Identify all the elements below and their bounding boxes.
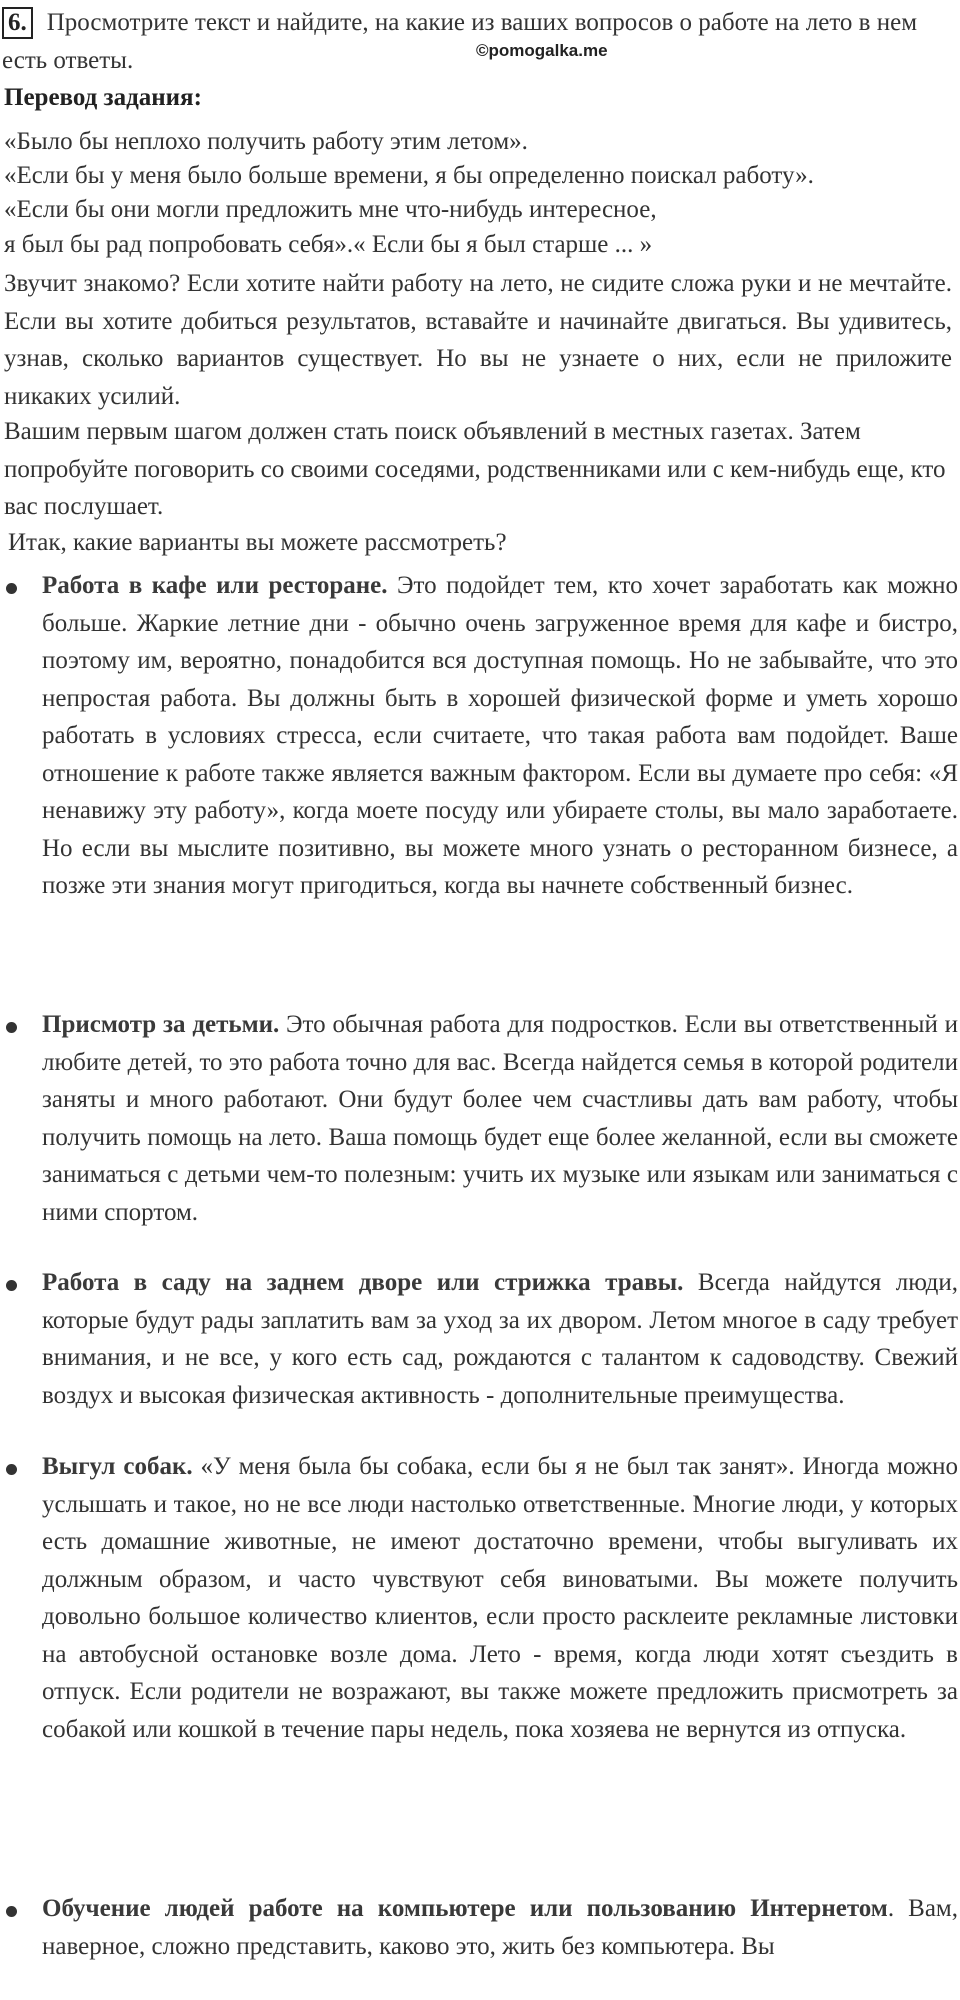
list-item-text	[42, 1448, 958, 1748]
paragraph: Вашим первым шагом должен стать поиск объявлений в местных газетах. Затем попробуйте поговорить со своими соседями, родственниками или с кем-нибудь еще, кто вас послушает.	[4, 418, 946, 520]
task-instruction-text: Просмотрите текст и найдите, на какие из ваших вопросов о работе на лето в нем есть ответы.	[2, 9, 918, 74]
list-item-body: Это подойдет тем, кто хочет заработать как можно больше. Жаркие летние дни - обычно очень загруженное время для кафе и бистро, поэтому им, вероятно, понадобится вся доступная помощь. Но не забывайте, что это непростая работа. Вы должны быть в хорошей физической форме и уметь хорошо работать в условиях стресса, если считаете, что такая работа вам подойдет. Ваше отношение к работе также является важным фактором. Если вы думаете про себя: «Я ненавижу эту работу», когда моете посуду или убираете столы, вы мало заработаете. Но если вы мыслите позитивно, вы можете много узнать о ресторанном бизнесе, а позже эти знания могут пригодиться, когда вы начнете собственный бизнес.	[42, 572, 958, 899]
bullet-icon	[6, 1022, 17, 1033]
list-item-body: Всегда найдутся люди, которые будут рады заплатить вам за уход за их двором. Летом многое в саду требует внимания, и не все, у кого есть сад, рождаются с талантом к садоводству. Свежий воздух и высокая физическая активность - дополнительные преимущества.	[42, 1269, 958, 1409]
list-item-text	[42, 567, 958, 905]
task-number-badge: 6.	[2, 7, 33, 39]
list-item-title: Выгул собак.	[42, 1453, 193, 1480]
list-item-body: . Вам, наверное, сложно представить, каково это, жить без компьютера. Вы	[42, 1895, 959, 1960]
bullet-icon	[6, 1906, 17, 1917]
paragraph: Итак, какие варианты вы можете рассмотреть?	[8, 529, 507, 556]
intro-line: «Было бы неплохо получить работу этим летом».	[4, 128, 528, 155]
list-item-body: «У меня была бы собака, если бы я не был так занят». Иногда можно услышать и такое, но не все люди настолько ответственные. Многие люди, у которых есть домашние животные, не имеют достаточно времени, чтобы выгуливать их должным образом, и часто чувствуют себя виноватыми. Вы можете получить довольно большое количество клиентов, если просто расклеите рекламные листовки на автобусной остановке возле дома. Лето - время, когда люди хотят съездить в отпуск. Если родители не возражают, вы также можете предложить присмотреть за собакой или кошкой в течение пары недель, пока хозяева не вернутся из отпуска.	[42, 1453, 959, 1743]
task-instruction	[2, 4, 942, 80]
list-item-text	[42, 1890, 958, 1965]
bullet-icon	[6, 1280, 17, 1291]
list-item-body: Это обычная работа для подростков. Если вы ответственный и любите детей, то это работа точно для вас. Всегда найдется семья в которой родители заняты и много работают. Они будут более чем счастливы дать вам работу, чтобы получить помощь на лето. Ваша помощь будет еще более желанной, если вы сможете заниматься с детьми чем-то полезным: учить их музыке или языкам или заниматься с ними спортом.	[42, 1011, 958, 1226]
list-item-title: Присмотр за детьми.	[42, 1011, 280, 1038]
intro-line: «Если бы у меня было больше времени, я бы определенно поискал работу».	[4, 162, 814, 189]
intro-line: я был бы рад попробовать себя».« Если бы я был старше ... »	[4, 231, 653, 258]
bullet-icon	[6, 583, 17, 594]
bullet-icon	[6, 1464, 17, 1475]
list-item-title: Обучение людей работе на компьютере или пользованию Интернетом	[42, 1895, 888, 1922]
intro-line: «Если бы они могли предложить мне что-нибудь интересное,	[4, 196, 657, 223]
list-item-title: Работа в кафе или ресторане.	[42, 572, 388, 599]
list-item-text	[42, 1264, 958, 1414]
list-item-text	[42, 1006, 958, 1231]
list-item-title: Работа в саду на заднем дворе или стрижка травы.	[42, 1269, 684, 1296]
translation-heading: Перевод задания:	[4, 84, 202, 111]
paragraph: Звучит знакомо? Если хотите найти работу на лето, не сидите сложа руки и не мечтайте. Если вы хотите добиться результатов, вставайте и начинайте двигаться. Вы удивитесь, узнав, сколько вариантов существует. Но вы не узнаете о них, если не приложите никаких усилий.	[4, 270, 952, 410]
watermark: ©pomogalka.me	[476, 41, 608, 60]
